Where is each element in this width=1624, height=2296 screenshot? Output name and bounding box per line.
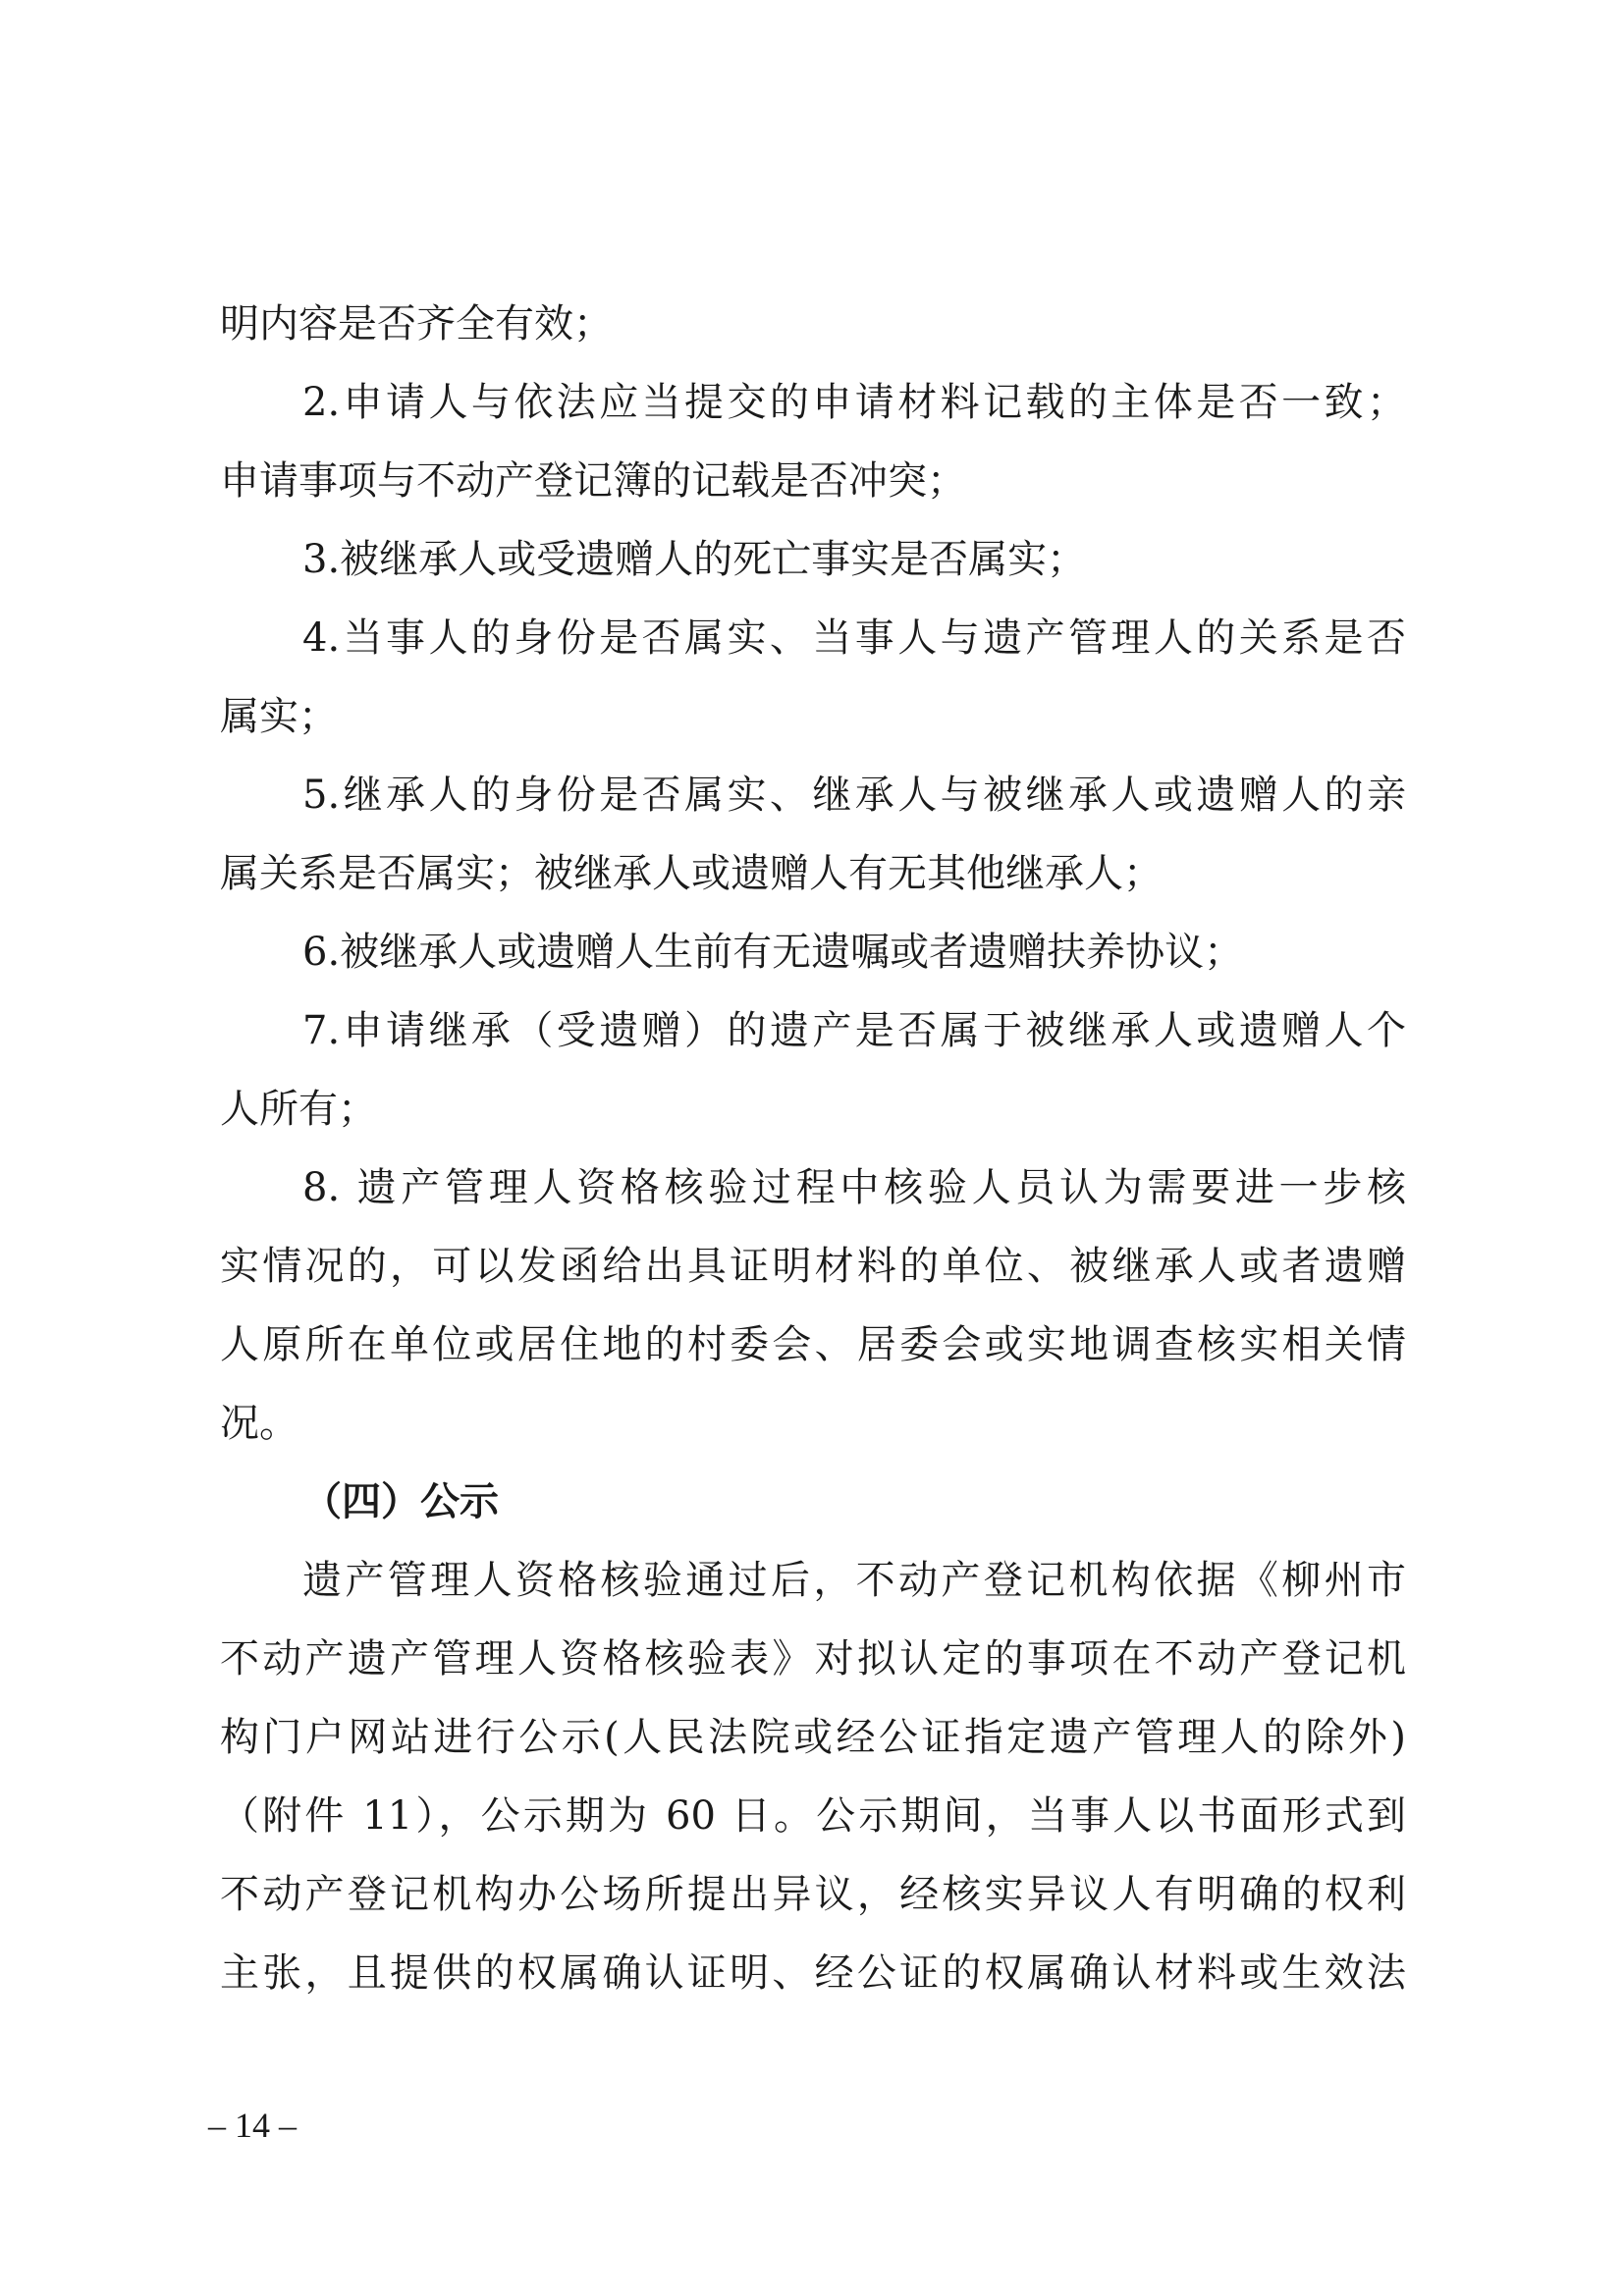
page-number: – 14 – xyxy=(208,2106,297,2145)
text-line: 主张，且提供的权属确认证明、经公证的权属确认材料或生效法 xyxy=(220,1950,1406,1996)
text-line: 况。 xyxy=(220,1401,298,1446)
text-line: 实情况的，可以发函给出具证明材料的单位、被继承人或者遗赠 xyxy=(220,1244,1406,1289)
text-line: 遗产管理人资格核验通过后，不动产登记机构依据《柳州市 xyxy=(302,1558,1406,1603)
text-line: 属实； xyxy=(220,694,338,739)
section-heading: （四）公示 xyxy=(302,1479,499,1524)
text-line: 3.被继承人或受遗赠人的死亡事实是否属实； xyxy=(302,537,1087,582)
text-line: 7.申请继承（受遗赠）的遗产是否属于被继承人或遗赠人个 xyxy=(302,1008,1406,1053)
text-line: 构门户网站进行公示(人民法院或经公证指定遗产管理人的除外) xyxy=(220,1715,1406,1760)
text-line: 申请事项与不动产登记簿的记载是否冲突； xyxy=(220,458,966,504)
text-line: 2.申请人与依法应当提交的申请材料记载的主体是否一致； xyxy=(302,380,1406,425)
text-line: 6.被继承人或遗赠人生前有无遗嘱或者遗赠扶养协议； xyxy=(302,930,1244,975)
text-line: 4.当事人的身份是否属实、当事人与遗产管理人的关系是否 xyxy=(302,615,1406,661)
text-line: 人原所在单位或居住地的村委会、居委会或实地调查核实相关情 xyxy=(220,1322,1406,1367)
text-line: 属关系是否属实；被继承人或遗赠人有无其他继承人； xyxy=(220,851,1163,896)
text-line: 不动产遗产管理人资格核验表》对拟认定的事项在不动产登记机 xyxy=(220,1636,1406,1682)
text-line: （附件 11），公示期为 60 日。公示期间，当事人以书面形式到 xyxy=(220,1793,1406,1839)
text-line: 人所有； xyxy=(220,1087,377,1132)
text-line: 5.继承人的身份是否属实、继承人与被继承人或遗赠人的亲 xyxy=(302,773,1406,818)
text-line: 不动产登记机构办公场所提出异议，经核实异议人有明确的权利 xyxy=(220,1872,1406,1917)
text-line: 8. 遗产管理人资格核验过程中核验人员认为需要进一步核 xyxy=(302,1165,1406,1210)
text-line: 明内容是否齐全有效； xyxy=(220,301,613,347)
